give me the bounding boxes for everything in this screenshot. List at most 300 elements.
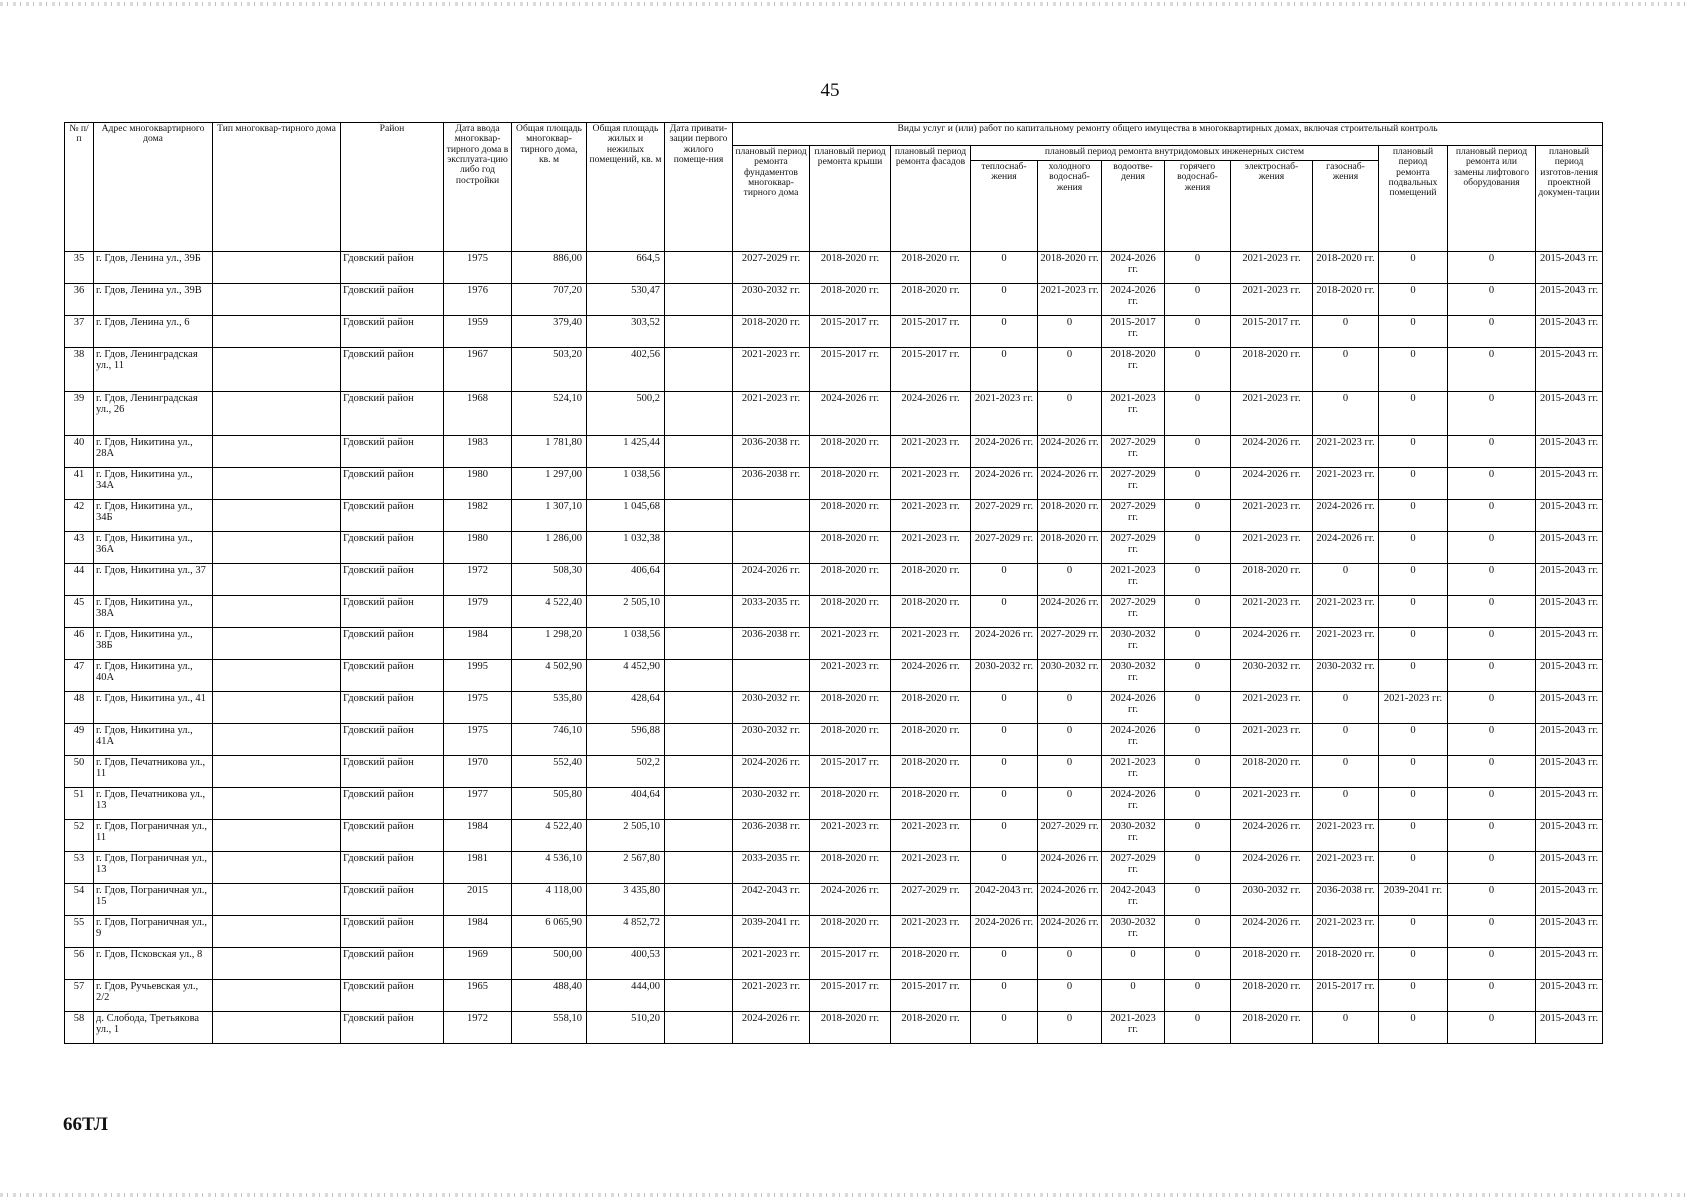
- type-cell: [213, 660, 341, 692]
- gas-cell: 0: [1313, 788, 1379, 820]
- hot-water-cell: 0: [1165, 316, 1231, 348]
- total-area-cell: 535,80: [512, 692, 587, 724]
- facade-cell: 2018-2020 гг.: [891, 948, 971, 980]
- hot-water-cell: 0: [1165, 724, 1231, 756]
- year-cell: 1970: [444, 756, 512, 788]
- roof-cell: 2018-2020 гг.: [810, 596, 891, 628]
- living-area-cell: 4 452,90: [587, 660, 665, 692]
- basement-cell: 0: [1379, 284, 1448, 316]
- roof-cell: 2015-2017 гг.: [810, 756, 891, 788]
- cold-water-cell: 2027-2029 гг.: [1038, 820, 1102, 852]
- basement-cell: 0: [1379, 316, 1448, 348]
- table-row: [65, 596, 1603, 628]
- drainage-cell: 2027-2029 гг.: [1102, 468, 1165, 500]
- design-docs-cell: 2015-2043 гг.: [1536, 724, 1603, 756]
- roof-cell: 2018-2020 гг.: [810, 436, 891, 468]
- drainage-cell: 2030-2032 гг.: [1102, 820, 1165, 852]
- living-area-cell: 1 038,56: [587, 468, 665, 500]
- drainage-cell: 2018-2020 гг.: [1102, 348, 1165, 392]
- drainage-cell: 0: [1102, 980, 1165, 1012]
- privatization-cell: [665, 468, 733, 500]
- privatization-cell: [665, 852, 733, 884]
- address-cell: г. Гдов, Никитина ул., 34А: [94, 468, 213, 500]
- table-row: [65, 500, 1603, 532]
- hot-water-cell: 0: [1165, 436, 1231, 468]
- basement-cell: 2021-2023 гг.: [1379, 692, 1448, 724]
- electricity-cell: 2018-2020 гг.: [1231, 948, 1313, 980]
- elevator-cell: 0: [1448, 884, 1536, 916]
- gas-cell: 0: [1313, 692, 1379, 724]
- address-cell: г. Гдов, Ленина ул., 39Б: [94, 252, 213, 284]
- district-cell: Гдовский район: [341, 756, 444, 788]
- total-area-cell: 4 522,40: [512, 596, 587, 628]
- heat-cell: 2021-2023 гг.: [971, 392, 1038, 436]
- heat-cell: 0: [971, 756, 1038, 788]
- cold-water-cell: 2030-2032 гг.: [1038, 660, 1102, 692]
- type-cell: [213, 596, 341, 628]
- privatization-cell: [665, 316, 733, 348]
- type-cell: [213, 948, 341, 980]
- hot-water-cell: 0: [1165, 468, 1231, 500]
- type-cell: [213, 436, 341, 468]
- heat-cell: 0: [971, 1012, 1038, 1044]
- drainage-cell: 0: [1102, 948, 1165, 980]
- foundation-cell: 2024-2026 гг.: [733, 1012, 810, 1044]
- facade-cell: 2021-2023 гг.: [891, 852, 971, 884]
- year-cell: 1983: [444, 436, 512, 468]
- roof-cell: 2015-2017 гг.: [810, 316, 891, 348]
- row-number: 57: [65, 980, 94, 1012]
- drainage-cell: 2024-2026 гг.: [1102, 724, 1165, 756]
- privatization-cell: [665, 1012, 733, 1044]
- electricity-cell: 2018-2020 гг.: [1231, 1012, 1313, 1044]
- elevator-cell: 0: [1448, 628, 1536, 660]
- elevator-cell: 0: [1448, 284, 1536, 316]
- facade-cell: 2018-2020 гг.: [891, 284, 971, 316]
- row-number: 42: [65, 500, 94, 532]
- address-cell: г. Гдов, Никитина ул., 34Б: [94, 500, 213, 532]
- address-cell: г. Гдов, Никитина ул., 38Б: [94, 628, 213, 660]
- type-cell: [213, 692, 341, 724]
- design-docs-cell: 2015-2043 гг.: [1536, 1012, 1603, 1044]
- gas-cell: 2018-2020 гг.: [1313, 252, 1379, 284]
- foundation-cell: 2030-2032 гг.: [733, 788, 810, 820]
- district-cell: Гдовский район: [341, 980, 444, 1012]
- gas-cell: 2024-2026 гг.: [1313, 532, 1379, 564]
- cold-water-cell: 2018-2020 гг.: [1038, 532, 1102, 564]
- col-elevator-header: плановый период ремонта или замены лифтового оборудования: [1448, 146, 1536, 252]
- total-area-cell: 1 298,20: [512, 628, 587, 660]
- type-cell: [213, 980, 341, 1012]
- basement-cell: 0: [1379, 756, 1448, 788]
- cold-water-cell: 2024-2026 гг.: [1038, 852, 1102, 884]
- foundation-cell: 2024-2026 гг.: [733, 564, 810, 596]
- gas-cell: 2021-2023 гг.: [1313, 436, 1379, 468]
- electricity-cell: 2021-2023 гг.: [1231, 788, 1313, 820]
- living-area-cell: 400,53: [587, 948, 665, 980]
- table-row: [65, 316, 1603, 348]
- living-area-cell: 1 425,44: [587, 436, 665, 468]
- district-cell: Гдовский район: [341, 252, 444, 284]
- living-area-cell: 2 505,10: [587, 596, 665, 628]
- design-docs-cell: 2015-2043 гг.: [1536, 692, 1603, 724]
- row-number: 37: [65, 316, 94, 348]
- cold-water-cell: 0: [1038, 1012, 1102, 1044]
- gas-cell: 0: [1313, 756, 1379, 788]
- roof-cell: 2021-2023 гг.: [810, 820, 891, 852]
- cold-water-cell: 2018-2020 гг.: [1038, 500, 1102, 532]
- roof-cell: 2018-2020 гг.: [810, 788, 891, 820]
- year-cell: 1995: [444, 660, 512, 692]
- hot-water-cell: 0: [1165, 284, 1231, 316]
- district-cell: Гдовский район: [341, 1012, 444, 1044]
- roof-cell: 2021-2023 гг.: [810, 660, 891, 692]
- electricity-cell: 2021-2023 гг.: [1231, 724, 1313, 756]
- living-area-cell: 510,20: [587, 1012, 665, 1044]
- type-cell: [213, 820, 341, 852]
- address-cell: г. Гдов, Пограничная ул., 11: [94, 820, 213, 852]
- page-number: 45: [820, 80, 840, 101]
- heat-cell: 2024-2026 гг.: [971, 916, 1038, 948]
- privatization-cell: [665, 788, 733, 820]
- col-gas-header: газоснаб-жения: [1313, 161, 1379, 252]
- type-cell: [213, 284, 341, 316]
- total-area-cell: 503,20: [512, 348, 587, 392]
- address-cell: г. Гдов, Ленина ул., 6: [94, 316, 213, 348]
- facade-cell: 2021-2023 гг.: [891, 468, 971, 500]
- foundation-cell: 2024-2026 гг.: [733, 756, 810, 788]
- works-group-header: Виды услуг и (или) работ по капитальному ремонту общего имущества в многоквартирных домах, включая строительный контроль: [733, 123, 1603, 146]
- foundation-cell: 2021-2023 гг.: [733, 948, 810, 980]
- year-cell: 1984: [444, 628, 512, 660]
- heat-cell: 0: [971, 564, 1038, 596]
- living-area-cell: 1 045,68: [587, 500, 665, 532]
- living-area-cell: 596,88: [587, 724, 665, 756]
- electricity-cell: 2024-2026 гг.: [1231, 628, 1313, 660]
- drainage-cell: 2027-2029 гг.: [1102, 596, 1165, 628]
- roof-cell: 2024-2026 гг.: [810, 884, 891, 916]
- type-cell: [213, 788, 341, 820]
- district-cell: Гдовский район: [341, 724, 444, 756]
- electricity-cell: 2018-2020 гг.: [1231, 564, 1313, 596]
- foundation-cell: 2033-2035 гг.: [733, 596, 810, 628]
- privatization-cell: [665, 532, 733, 564]
- foundation-cell: 2018-2020 гг.: [733, 316, 810, 348]
- year-cell: 1969: [444, 948, 512, 980]
- cold-water-cell: 2024-2026 гг.: [1038, 468, 1102, 500]
- row-number: 54: [65, 884, 94, 916]
- year-cell: 1972: [444, 1012, 512, 1044]
- heat-cell: 2024-2026 гг.: [971, 628, 1038, 660]
- total-area-cell: 1 307,10: [512, 500, 587, 532]
- basement-cell: 0: [1379, 532, 1448, 564]
- foundation-cell: 2021-2023 гг.: [733, 392, 810, 436]
- roof-cell: 2018-2020 гг.: [810, 564, 891, 596]
- design-docs-cell: 2015-2043 гг.: [1536, 948, 1603, 980]
- elevator-cell: 0: [1448, 1012, 1536, 1044]
- hot-water-cell: 0: [1165, 948, 1231, 980]
- year-cell: 1984: [444, 820, 512, 852]
- elevator-cell: 0: [1448, 756, 1536, 788]
- foundation-cell: [733, 532, 810, 564]
- heat-cell: 0: [971, 948, 1038, 980]
- elevator-cell: 0: [1448, 596, 1536, 628]
- total-area-cell: 524,10: [512, 392, 587, 436]
- heat-cell: 2024-2026 гг.: [971, 436, 1038, 468]
- year-cell: 1959: [444, 316, 512, 348]
- design-docs-cell: 2015-2043 гг.: [1536, 884, 1603, 916]
- roof-cell: 2018-2020 гг.: [810, 916, 891, 948]
- col-foundation-header: плановый период ремонта фундаментов многоквар-тирного дома: [733, 146, 810, 252]
- year-cell: 1975: [444, 252, 512, 284]
- living-area-cell: 530,47: [587, 284, 665, 316]
- drainage-cell: 2024-2026 гг.: [1102, 788, 1165, 820]
- design-docs-cell: 2015-2043 гг.: [1536, 500, 1603, 532]
- design-docs-cell: 2015-2043 гг.: [1536, 628, 1603, 660]
- foundation-cell: 2042-2043 гг.: [733, 884, 810, 916]
- facade-cell: 2021-2023 гг.: [891, 532, 971, 564]
- type-cell: [213, 724, 341, 756]
- roof-cell: 2024-2026 гг.: [810, 392, 891, 436]
- heat-cell: 0: [971, 348, 1038, 392]
- total-area-cell: 1 286,00: [512, 532, 587, 564]
- elevator-cell: 0: [1448, 820, 1536, 852]
- design-docs-cell: 2015-2043 гг.: [1536, 756, 1603, 788]
- basement-cell: 0: [1379, 788, 1448, 820]
- address-cell: г. Гдов, Ленинградская ул., 26: [94, 392, 213, 436]
- foundation-cell: 2033-2035 гг.: [733, 852, 810, 884]
- facade-cell: 2027-2029 гг.: [891, 884, 971, 916]
- table-row: [65, 820, 1603, 852]
- cold-water-cell: 2024-2026 гг.: [1038, 436, 1102, 468]
- cold-water-cell: 0: [1038, 980, 1102, 1012]
- living-area-cell: 502,2: [587, 756, 665, 788]
- district-cell: Гдовский район: [341, 692, 444, 724]
- row-number: 56: [65, 948, 94, 980]
- foundation-cell: 2036-2038 гг.: [733, 468, 810, 500]
- drainage-cell: 2027-2029 гг.: [1102, 500, 1165, 532]
- electricity-cell: 2015-2017 гг.: [1231, 316, 1313, 348]
- drainage-cell: 2015-2017 гг.: [1102, 316, 1165, 348]
- drainage-cell: 2027-2029 гг.: [1102, 532, 1165, 564]
- total-area-cell: 500,00: [512, 948, 587, 980]
- hot-water-cell: 0: [1165, 692, 1231, 724]
- elevator-cell: 0: [1448, 724, 1536, 756]
- heat-cell: 0: [971, 820, 1038, 852]
- row-number: 41: [65, 468, 94, 500]
- table-row: [65, 564, 1603, 596]
- design-docs-cell: 2015-2043 гг.: [1536, 916, 1603, 948]
- col-basement-header: плановый период ремонта подвальных помещений: [1379, 146, 1448, 252]
- drainage-cell: 2042-2043 гг.: [1102, 884, 1165, 916]
- foundation-cell: [733, 500, 810, 532]
- type-cell: [213, 500, 341, 532]
- total-area-cell: 558,10: [512, 1012, 587, 1044]
- year-cell: 1979: [444, 596, 512, 628]
- table-row: [65, 532, 1603, 564]
- row-number: 40: [65, 436, 94, 468]
- cold-water-cell: 0: [1038, 756, 1102, 788]
- privatization-cell: [665, 692, 733, 724]
- facade-cell: 2018-2020 гг.: [891, 1012, 971, 1044]
- privatization-cell: [665, 916, 733, 948]
- roof-cell: 2018-2020 гг.: [810, 284, 891, 316]
- district-cell: Гдовский район: [341, 348, 444, 392]
- design-docs-cell: 2015-2043 гг.: [1536, 596, 1603, 628]
- district-cell: Гдовский район: [341, 660, 444, 692]
- hot-water-cell: 0: [1165, 788, 1231, 820]
- elevator-cell: 0: [1448, 392, 1536, 436]
- cold-water-cell: 0: [1038, 692, 1102, 724]
- row-number: 58: [65, 1012, 94, 1044]
- privatization-cell: [665, 980, 733, 1012]
- col-electricity-header: электроснаб-жения: [1231, 161, 1313, 252]
- basement-cell: 0: [1379, 500, 1448, 532]
- district-cell: Гдовский район: [341, 820, 444, 852]
- gas-cell: 2021-2023 гг.: [1313, 820, 1379, 852]
- hot-water-cell: 0: [1165, 392, 1231, 436]
- heat-cell: 0: [971, 852, 1038, 884]
- col-total-area-header: Общая площадь многоквар-тирного дома, кв. м: [512, 123, 587, 252]
- facade-cell: 2018-2020 гг.: [891, 724, 971, 756]
- heat-cell: 0: [971, 788, 1038, 820]
- living-area-cell: 2 505,10: [587, 820, 665, 852]
- privatization-cell: [665, 252, 733, 284]
- hot-water-cell: 0: [1165, 884, 1231, 916]
- facade-cell: 2018-2020 гг.: [891, 756, 971, 788]
- address-cell: г. Гдов, Ленина ул., 39В: [94, 284, 213, 316]
- address-cell: г. Гдов, Псковская ул., 8: [94, 948, 213, 980]
- cold-water-cell: 0: [1038, 788, 1102, 820]
- electricity-cell: 2021-2023 гг.: [1231, 532, 1313, 564]
- drainage-cell: 2027-2029 гг.: [1102, 436, 1165, 468]
- table-row: [65, 692, 1603, 724]
- electricity-cell: 2024-2026 гг.: [1231, 436, 1313, 468]
- table-row: [65, 628, 1603, 660]
- design-docs-cell: 2015-2043 гг.: [1536, 252, 1603, 284]
- roof-cell: 2018-2020 гг.: [810, 692, 891, 724]
- living-area-cell: 406,64: [587, 564, 665, 596]
- gas-cell: 2018-2020 гг.: [1313, 284, 1379, 316]
- privatization-cell: [665, 596, 733, 628]
- foundation-cell: [733, 660, 810, 692]
- gas-cell: 2018-2020 гг.: [1313, 948, 1379, 980]
- district-cell: Гдовский район: [341, 436, 444, 468]
- heat-cell: 2030-2032 гг.: [971, 660, 1038, 692]
- gas-cell: 2024-2026 гг.: [1313, 500, 1379, 532]
- row-number: 39: [65, 392, 94, 436]
- roof-cell: 2015-2017 гг.: [810, 980, 891, 1012]
- type-cell: [213, 316, 341, 348]
- design-docs-cell: 2015-2043 гг.: [1536, 660, 1603, 692]
- hot-water-cell: 0: [1165, 564, 1231, 596]
- hot-water-cell: 0: [1165, 852, 1231, 884]
- foundation-cell: 2036-2038 гг.: [733, 628, 810, 660]
- col-design-docs-header: плановый период изготов-ления проектной докумен-тации: [1536, 146, 1603, 252]
- year-cell: 1977: [444, 788, 512, 820]
- cold-water-cell: 2018-2020 гг.: [1038, 252, 1102, 284]
- gas-cell: 2021-2023 гг.: [1313, 596, 1379, 628]
- year-cell: 1972: [444, 564, 512, 596]
- drainage-cell: 2024-2026 гг.: [1102, 252, 1165, 284]
- facade-cell: 2018-2020 гг.: [891, 596, 971, 628]
- facade-cell: 2021-2023 гг.: [891, 916, 971, 948]
- table-row: [65, 884, 1603, 916]
- address-cell: г. Гдов, Никитина ул., 40А: [94, 660, 213, 692]
- privatization-cell: [665, 820, 733, 852]
- privatization-cell: [665, 756, 733, 788]
- cold-water-cell: 0: [1038, 392, 1102, 436]
- heat-cell: 0: [971, 252, 1038, 284]
- facade-cell: 2015-2017 гг.: [891, 316, 971, 348]
- electricity-cell: 2021-2023 гг.: [1231, 692, 1313, 724]
- elevator-cell: 0: [1448, 468, 1536, 500]
- col-type-header: Тип многоквар-тирного дома: [213, 123, 341, 252]
- living-area-cell: 2 567,80: [587, 852, 665, 884]
- elevator-cell: 0: [1448, 252, 1536, 284]
- total-area-cell: 4 522,40: [512, 820, 587, 852]
- basement-cell: 0: [1379, 1012, 1448, 1044]
- basement-cell: 0: [1379, 436, 1448, 468]
- type-cell: [213, 532, 341, 564]
- scan-edge-bottom: [0, 1193, 1686, 1197]
- total-area-cell: 505,80: [512, 788, 587, 820]
- cold-water-cell: 2024-2026 гг.: [1038, 596, 1102, 628]
- heat-cell: 0: [971, 692, 1038, 724]
- design-docs-cell: 2015-2043 гг.: [1536, 820, 1603, 852]
- electricity-cell: 2021-2023 гг.: [1231, 596, 1313, 628]
- elevator-cell: 0: [1448, 916, 1536, 948]
- privatization-cell: [665, 500, 733, 532]
- cold-water-cell: 0: [1038, 948, 1102, 980]
- elevator-cell: 0: [1448, 948, 1536, 980]
- privatization-cell: [665, 884, 733, 916]
- address-cell: г. Гдов, Пограничная ул., 9: [94, 916, 213, 948]
- gas-cell: 0: [1313, 392, 1379, 436]
- col-commission-date-header: Дата ввода многоквар-тирного дома в эксплуата-цию либо год постройки: [444, 123, 512, 252]
- col-living-area-header: Общая площадь жилых и нежилых помещений, кв. м: [587, 123, 665, 252]
- drainage-cell: 2030-2032 гг.: [1102, 916, 1165, 948]
- district-cell: Гдовский район: [341, 948, 444, 980]
- gas-cell: 0: [1313, 316, 1379, 348]
- drainage-cell: 2024-2026 гг.: [1102, 284, 1165, 316]
- table-row: [65, 436, 1603, 468]
- gas-cell: 0: [1313, 724, 1379, 756]
- gas-cell: 2021-2023 гг.: [1313, 468, 1379, 500]
- total-area-cell: 6 065,90: [512, 916, 587, 948]
- row-number: 35: [65, 252, 94, 284]
- facade-cell: 2015-2017 гг.: [891, 348, 971, 392]
- year-cell: 2015: [444, 884, 512, 916]
- basement-cell: 0: [1379, 820, 1448, 852]
- heat-cell: 2042-2043 гг.: [971, 884, 1038, 916]
- district-cell: Гдовский район: [341, 916, 444, 948]
- electricity-cell: 2030-2032 гг.: [1231, 884, 1313, 916]
- elevator-cell: 0: [1448, 980, 1536, 1012]
- living-area-cell: 1 032,38: [587, 532, 665, 564]
- electricity-cell: 2018-2020 гг.: [1231, 348, 1313, 392]
- living-area-cell: 404,64: [587, 788, 665, 820]
- privatization-cell: [665, 564, 733, 596]
- foundation-cell: 2030-2032 гг.: [733, 692, 810, 724]
- table-row: [65, 284, 1603, 316]
- district-cell: Гдовский район: [341, 628, 444, 660]
- roof-cell: 2018-2020 гг.: [810, 468, 891, 500]
- total-area-cell: 488,40: [512, 980, 587, 1012]
- elevator-cell: 0: [1448, 500, 1536, 532]
- privatization-cell: [665, 628, 733, 660]
- col-num-header: № п/п: [65, 123, 94, 252]
